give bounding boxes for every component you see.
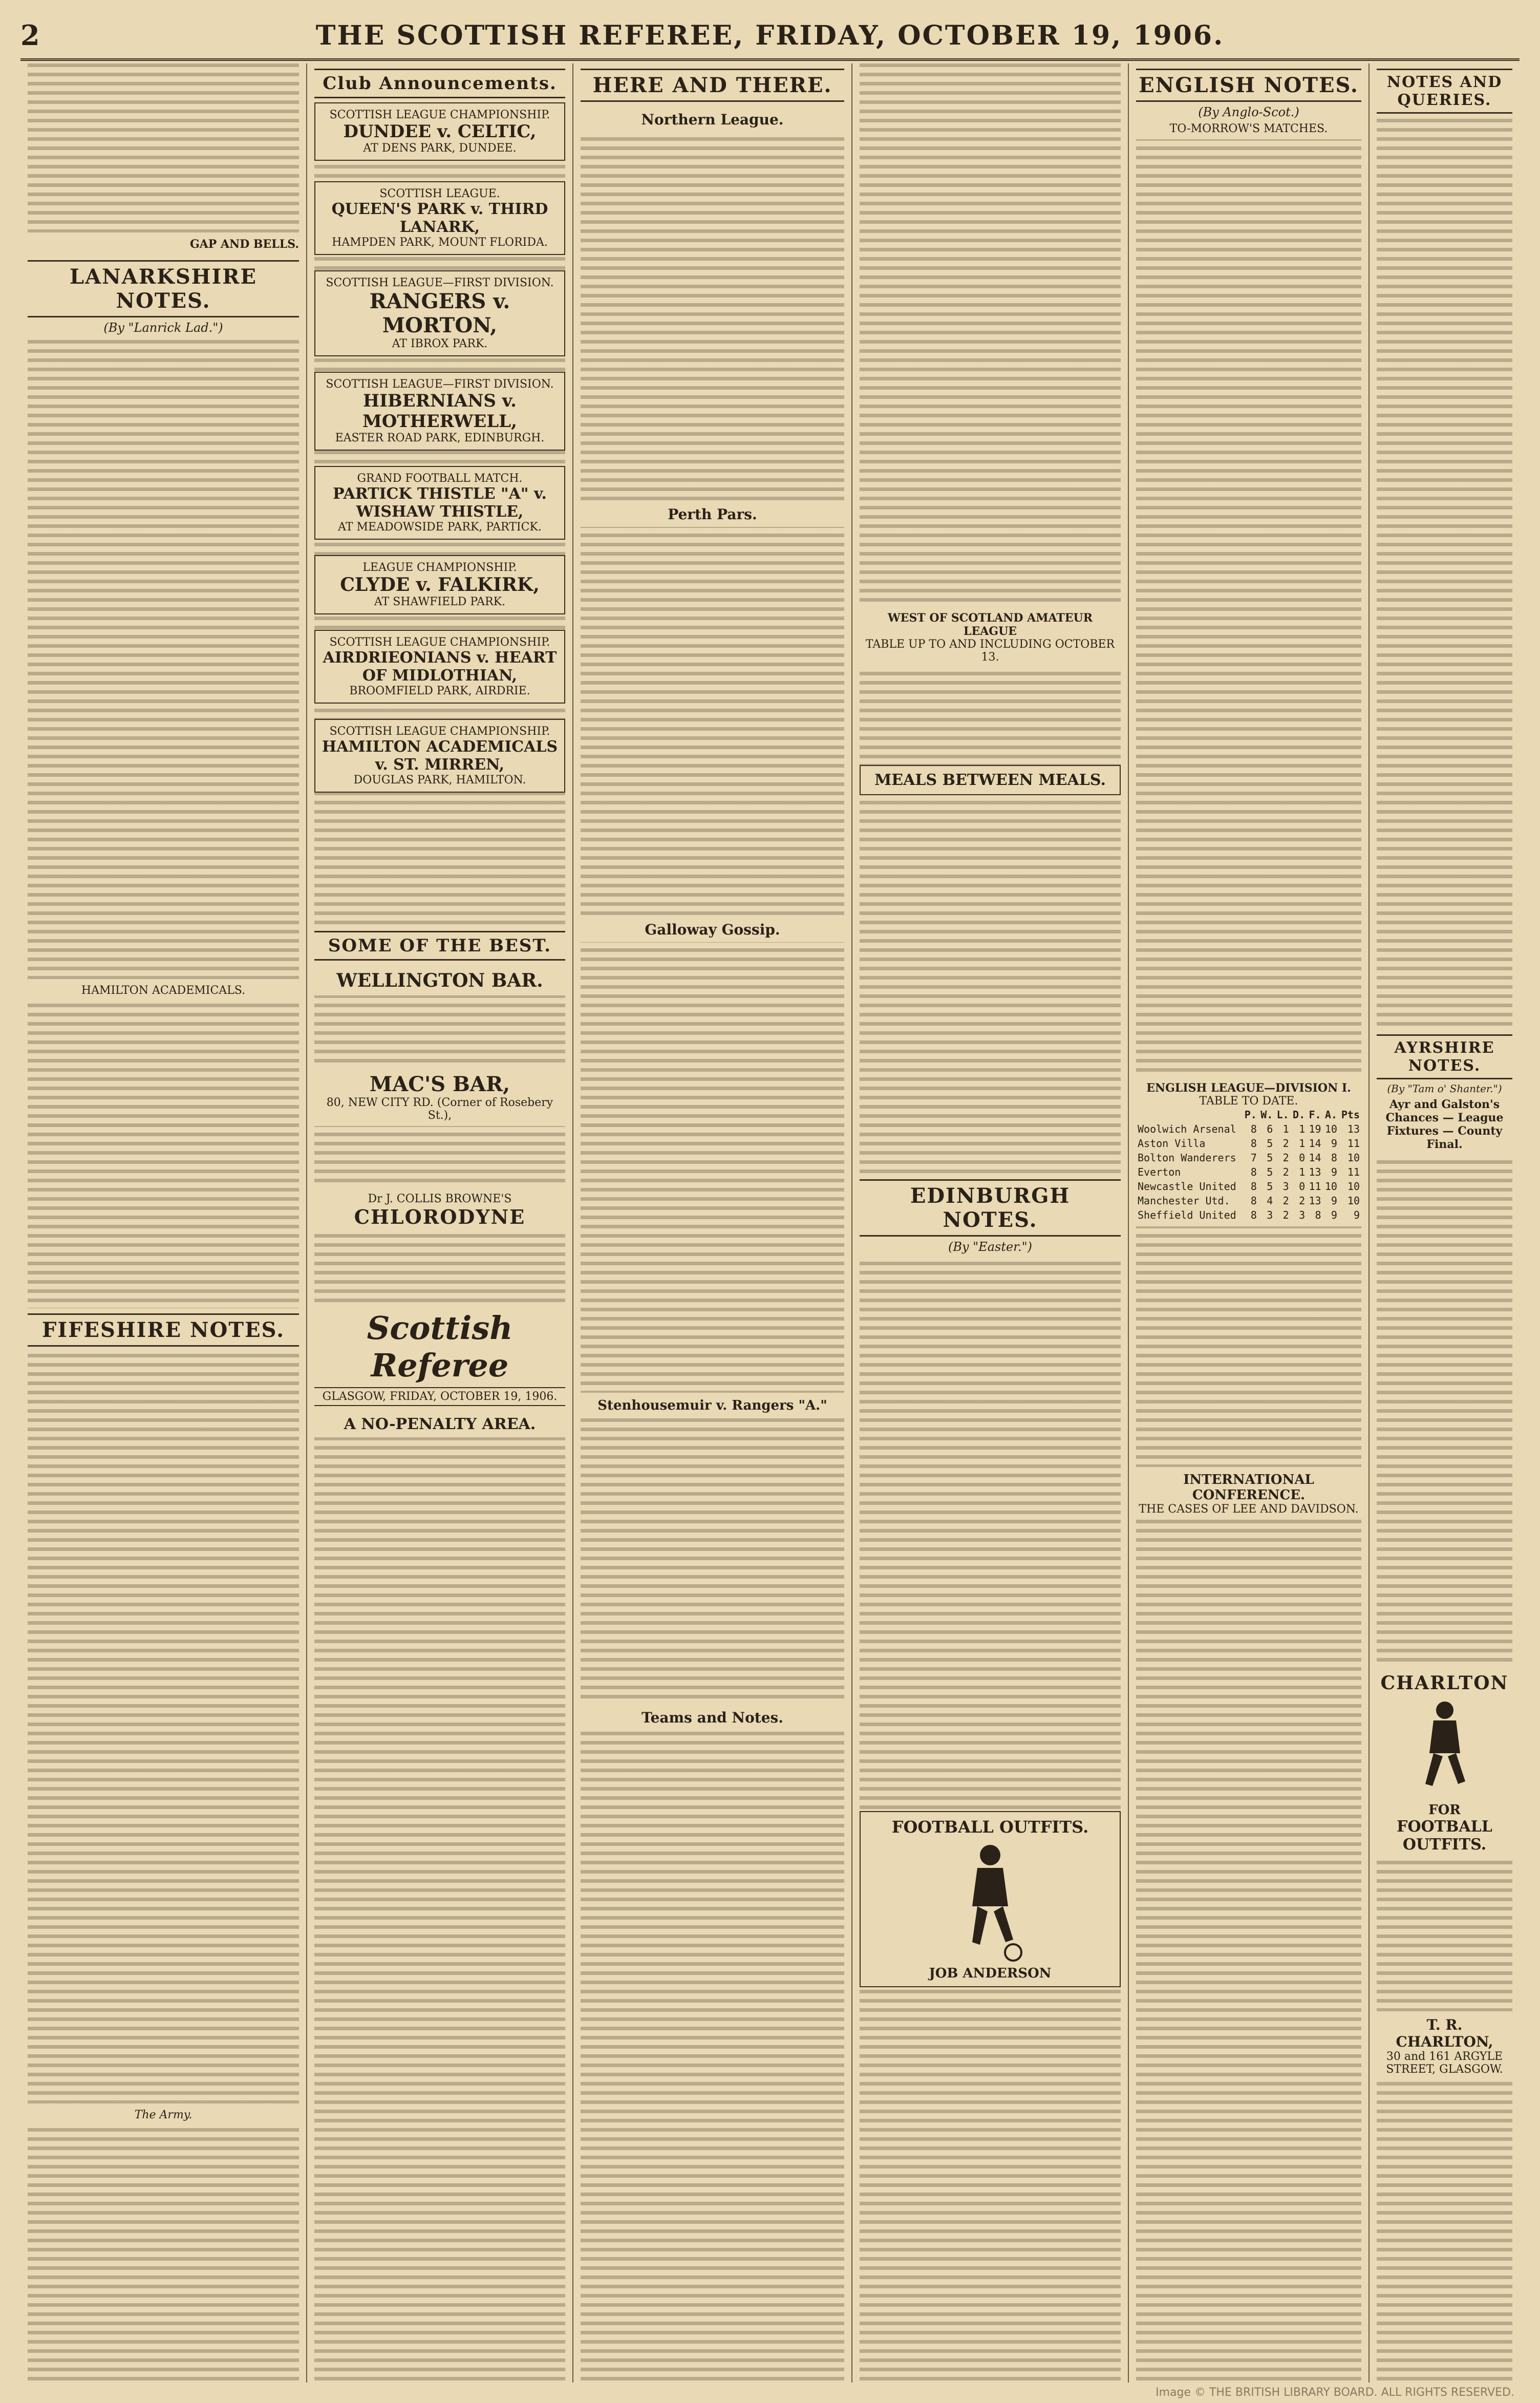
column-6 [1370,63,1520,2383]
wellington-bar-ad: WELLINGTON BAR. [314,965,565,995]
league-table-header: P. W. L. D. F. A. Pts [1244,1109,1360,1121]
stenhousemuir-subheading: Stenhousemuir v. Rangers "A." [581,1393,844,1417]
footballer-illustration-icon [952,1840,1029,1963]
column-3 [573,63,852,2383]
charlton-footballer-icon [1414,1697,1475,1799]
masthead [20,12,1520,61]
table-row: Everton 8 5 2 1 13 9 11 [1138,1166,1360,1178]
ad-hibernians-motherwell: SCOTTISH LEAGUE—FIRST DIVISION. HIBERNIANS v. MOTHERWELL, EASTER ROAD PARK, EDINBURGH. [314,372,565,451]
amateur-league-heading: WEST OF SCOTLAND AMATEUR LEAGUE TABLE UP TO AND INCLUDING OCTOBER 13. [860,606,1121,668]
no-penalty-area-heading: A NO-PENALTY AREA. [314,1410,565,1437]
teams-and-notes-subheading: Teams and Notes. [581,1704,844,1730]
column-4 [852,63,1129,2383]
ad-hamilton-stmirren: SCOTTISH LEAGUE CHAMPIONSHIP. HAMILTON ACADEMICALS v. ST. MIRREN, DOUGLAS PARK, HAMILTON. [314,719,565,793]
table-row: Sheffield United 8 3 2 3 8 9 9 [1138,1209,1360,1221]
copyright-footer: Image © THE BRITISH LIBRARY BOARD. ALL RIGHTS RESERVED. [1156,2386,1514,2399]
table-row: Bolton Wanderers 7 5 2 0 14 8 10 [1138,1152,1360,1164]
ad-clyde-falkirk: LEAGUE CHAMPIONSHIP. CLYDE v. FALKIRK, AT SHAWFIELD PARK. [314,555,565,614]
table-row: Manchester Utd. 8 4 2 2 13 9 10 [1138,1195,1360,1207]
here-and-there-heading: HERE AND THERE. [581,63,844,106]
galloway-gossip-subheading: Galloway Gossip. [581,916,844,942]
ad-rangers-morton: SCOTTISH LEAGUE—FIRST DIVISION. RANGERS v. MORTON, AT IBROX PARK. [314,270,565,356]
army-heading: The Army. [28,2103,299,2125]
club-announcements-heading: Club Announcements. [314,63,565,102]
macs-bar-ad: MAC'S BAR, 80, NEW CITY RD. (Corner of Rosebery St.), [314,1067,565,1126]
international-conference-heading: INTERNATIONAL CONFERENCE. THE CASES OF LEE AND DAVIDSON. [1136,1467,1361,1520]
english-league-table: ENGLISH LEAGUE—DIVISION I. TABLE TO DATE. P. W. L. D. F. A. Pts Woolwich Arsenal 8 6 1 1 19 10 13 Aston Villa 8 5 2 1 14 9 11 Bolton Wanderers 7 5 2 0 14 8 10 Everton 8 5 2 1 13 9 11 Newcastle United 8 5 3 0 11 10 10 Manchester Utd. 8 4 2 2 13 9 10 Sheffield United 8 3 2 3 8 9 9 [1136,1076,1361,1226]
fifeshire-notes-heading: FIFESHIRE NOTES. [28,1308,299,1351]
scottish-referee-logo: Scottish Referee GLASGOW, FRIDAY, OCTOBER 19, 1906. [314,1304,565,1410]
charlton-outfits-ad: CHARLTON FOR FOOTBALL OUTFITS. [1377,1667,1512,1858]
football-outfits-ad: FOOTBALL OUTFITS. JOB ANDERSON [860,1811,1121,1987]
column-3-text [581,63,844,2383]
gap-and-bells-signoff: GAP AND BELLS. [28,232,299,255]
column-2 [307,63,573,2383]
northern-league-subheading: Northern League. [581,106,844,132]
columns [20,63,1520,2383]
lanarkshire-notes-heading: LANARKSHIRE NOTES. (By "Lanrick Lad.") [28,255,299,339]
column-1-text [28,63,299,2383]
ad-queens-park: SCOTTISH LEAGUE. QUEEN'S PARK v. THIRD LANARK, HAMPDEN PARK, MOUNT FLORIDA. [314,181,565,255]
charlton-address: T. R. CHARLTON, 30 and 161 ARGYLE STREET, GLASGOW. [1377,2011,1512,2080]
column-5-text [1136,63,1361,2383]
chlorodyne-ad: Dr J. COLLIS BROWNE'S CHLORODYNE [314,1187,565,1232]
ad-airdrie-hearts: SCOTTISH LEAGUE CHAMPIONSHIP. AIRDRIEONIANS v. HEART OF MIDLOTHIAN, BROOMFIELD PARK, AIRDRIE. [314,630,565,704]
hamilton-subheading: HAMILTON ACADEMICALS. [28,979,299,1001]
perth-pars-subheading: Perth Pars. [581,501,844,527]
column-1 [20,63,307,2383]
meals-between-meals-ad: MEALS BETWEEN MEALS. [860,765,1121,795]
masthead-title: THE SCOTTISH REFEREE, FRIDAY, OCTOBER 19, 1906. [315,19,1225,51]
table-row: Aston Villa 8 5 2 1 14 9 11 [1138,1137,1360,1150]
column-4-text [860,63,1121,2383]
ad-dundee-celtic: SCOTTISH LEAGUE CHAMPIONSHIP. DUNDEE v. CELTIC, AT DENS PARK, DUNDEE. [314,102,565,161]
notes-and-queries-heading: NOTES AND QUERIES. [1377,63,1512,118]
league-table [1136,1108,1361,1222]
table-row: Newcastle United 8 5 3 0 11 10 10 [1138,1180,1360,1193]
column-6-text [1377,63,1512,2383]
english-notes-heading: ENGLISH NOTES. (By Anglo-Scot.) TO-MORROW'S MATCHES. [1136,63,1361,139]
edinburgh-notes-heading: EDINBURGH NOTES. (By "Easter.") [860,1174,1121,1258]
page-number: 2 [20,19,40,52]
column-5 [1129,63,1370,2383]
ayrshire-notes-heading: AYRSHIRE NOTES. (By "Tam o' Shanter.") Ayr and Galston's Chances — League Fixtures — County Final. [1377,1029,1512,1155]
ad-partick-wishaw: GRAND FOOTBALL MATCH. PARTICK THISTLE "A" v. WISHAW THISTLE, AT MEADOWSIDE PARK, PARTICK. [314,466,565,540]
some-of-the-best-heading: SOME OF THE BEST. [314,926,565,965]
column-2-text [314,63,565,2383]
table-row: Woolwich Arsenal 8 6 1 1 19 10 13 [1138,1123,1360,1135]
